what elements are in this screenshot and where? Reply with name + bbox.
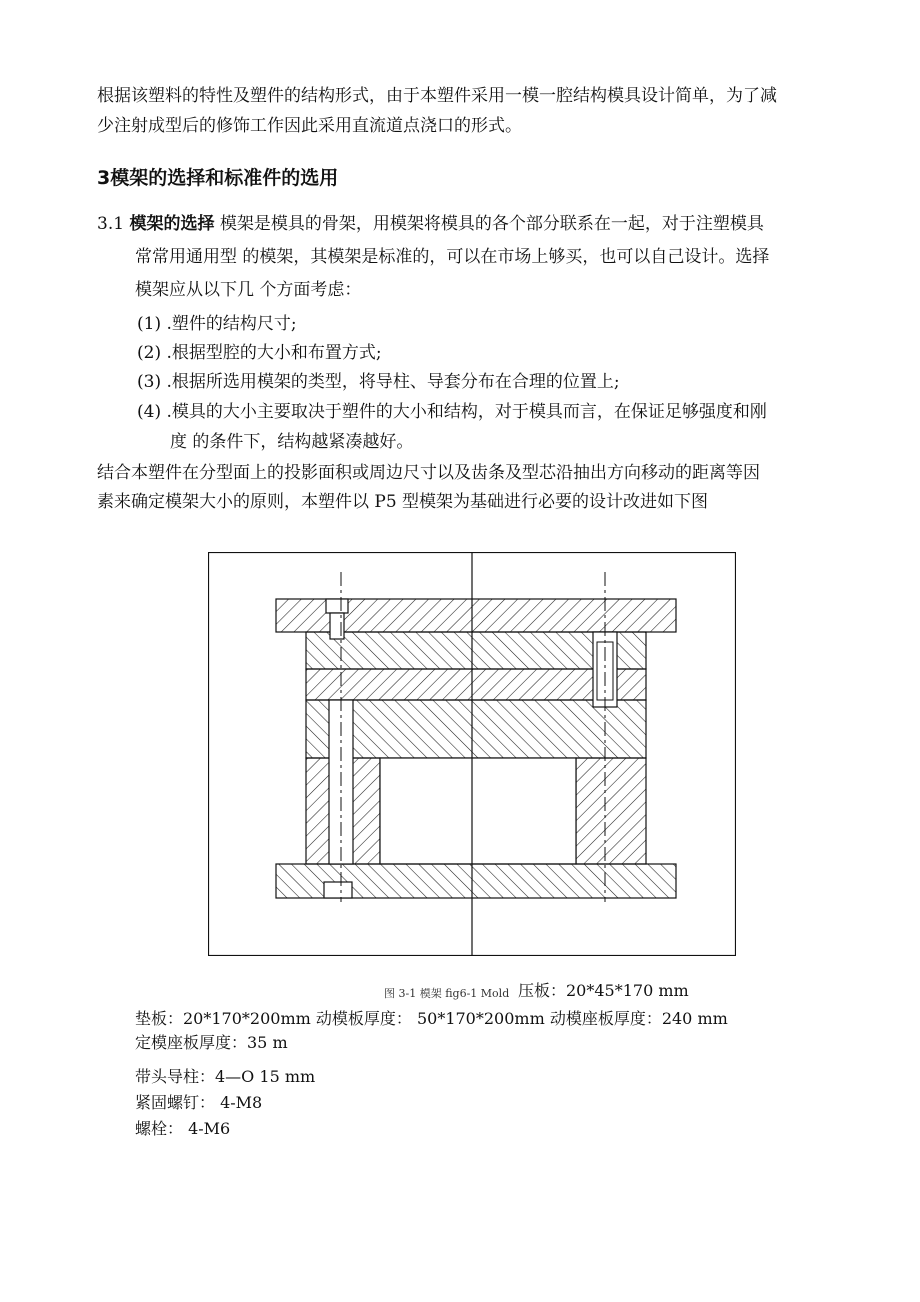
intro-line-1: 根据该塑料的特性及塑件的结构形式，由于本塑件采用一模一腔结构模具设计简单，为了减 [97,86,777,106]
list-item-text: .塑件的结构尺寸; [166,314,297,334]
list-item-number: (2) [137,343,162,363]
conclusion-line-1: 结合本塑件在分型面上的投影面积或周边尺寸以及齿条及型芯沿抽出方向移动的距离等因 [97,463,760,483]
list-item-text: .根据型腔的大小和布置方式; [166,343,382,363]
list-item-1 [137,312,297,336]
subsection-line-3: 模架应从以下几 个方面考虑： [135,280,362,300]
spec-pressure-plate: 压板：20*45*170 mm [518,981,689,1000]
support-plate [306,700,646,758]
right-spacer-block [576,758,646,864]
left-pillar-head [326,599,348,613]
list-item-number: (1) [137,314,162,334]
left-pillar-foot [324,882,352,898]
list-item-4-continued: 度 的条件下，结构越紧凑越好。 [170,432,414,452]
list-item-text: .模具的大小主要取决于塑件的大小和结构，对于模具而言，在保证足够强度和刚 [166,402,767,422]
spec-guide-pillar: 带头导柱：4—O 15 mm [135,1067,316,1086]
spec-fixed-base: 定模座板厚度：35 m [135,1033,288,1052]
subsection-line-1-rest: 模架是模具的骨架，用模架将模具的各个部分联系在一起，对于注塑模具 [219,214,764,234]
spec-pad-line: 垫板：20*170*200mm 动模板厚度： 50*170*200mm 动模座板厚度：240 mm [135,1009,728,1028]
mold-frame-drawing [208,552,736,956]
list-item-number: (4) [137,402,162,422]
left-pillar-shank [330,613,344,639]
list-item-2 [137,341,382,365]
list-item-3 [137,370,620,394]
section-heading: 3模架的选择和标准件的选用 [97,167,339,189]
subsection-line-2: 常常用通用型 的模架，其模架是标准的，可以在市场上够买，也可以自己设计。选择 [135,247,770,267]
spec-bolt: 螺栓： 4-M6 [135,1119,231,1138]
conclusion-line-2: 素来确定模架大小的原则，本塑件以 P5 型模架为基础进行必要的设计改进如下图 [97,492,709,512]
spec-fastening-screw: 紧固螺钉： 4-M8 [135,1093,263,1112]
subsection-line-1 [97,212,764,236]
list-item-4 [137,400,767,424]
subsection-number: 3.1 [97,214,125,234]
ejector-space [380,758,576,864]
list-item-number: (3) [137,372,162,392]
intro-line-2: 少注射成型后的修饰工作因此采用直流道点浇口的形式。 [97,116,522,136]
figure-caption: 图 3-1 模架 fig6-1 Mold [384,987,510,1000]
list-item-text: .根据所选用模架的类型，将导柱、导套分布在合理的位置上; [166,372,620,392]
subsection-title: 模架的选择 [129,214,215,234]
